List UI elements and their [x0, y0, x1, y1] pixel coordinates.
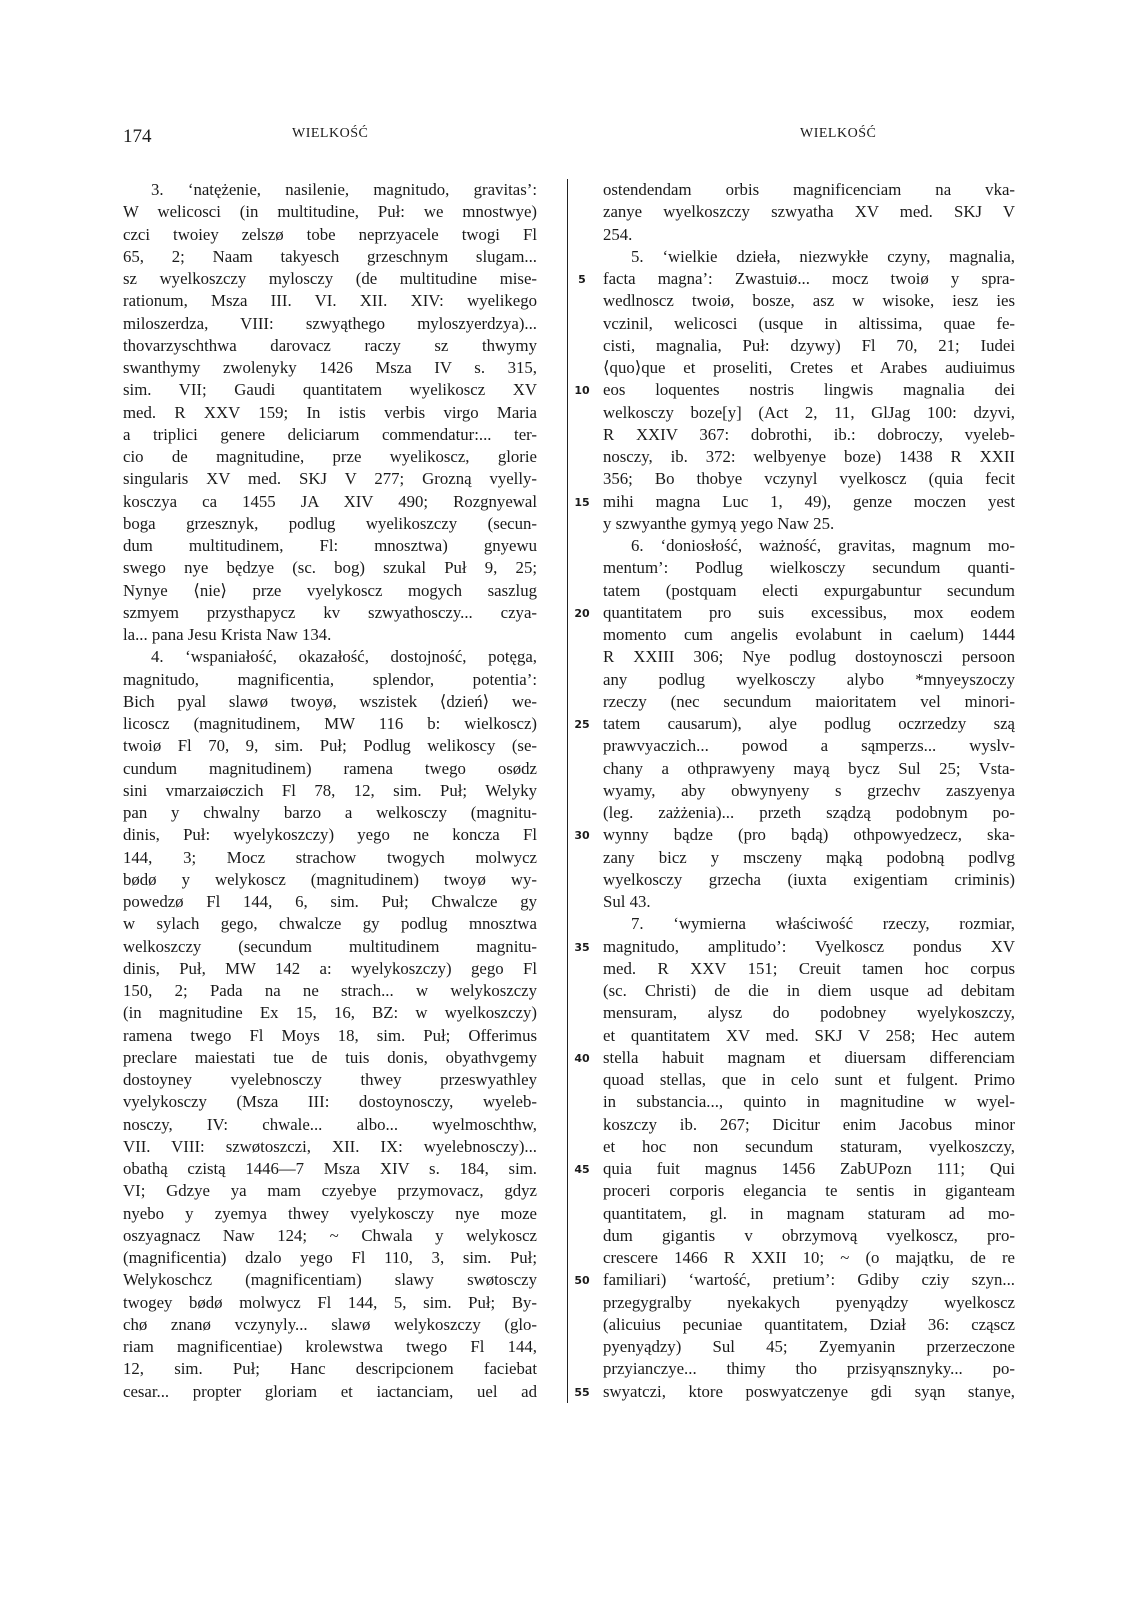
text-line: twoiø Fl 70, 9, sim. Puł; Podlug welikoscy (se-: [123, 736, 537, 756]
text-line: czci twoiey zelszø tobe neprzyacele twogi Fl: [123, 224, 537, 244]
text-line: obathą czistą 1446—7 Msza XIV s. 184, sim.: [123, 1159, 537, 1178]
text-line: tatem causarum), alye podlug oczrzedzy szą: [603, 714, 1015, 733]
text-line: pyenyądzy) Sul 45; Zyemyanin przerzeczone: [603, 1337, 1015, 1356]
text-line: 254.: [603, 224, 633, 244]
text-line: wyelkosczy grzecha (iuxta exigentiam criminis): [603, 869, 1015, 889]
text-line: 3. ‘natężenie, nasilenie, magnitudo, gravitas’:: [151, 180, 537, 199]
text-line: VII. VIII: szwøtoszczi, XII. IX: wyelebnosczy)...: [123, 1136, 537, 1156]
text-line: przyianczye... thimy tho przisyąnsznyky... po-: [603, 1359, 1015, 1379]
line-number: 55: [574, 1385, 590, 1399]
line-number: 40: [574, 1051, 590, 1065]
text-line: rzeczy (nec secundum maioritatem vel minori-: [603, 691, 1015, 711]
line-number: 25: [574, 718, 590, 731]
text-line: swego nye będzye (sc. bog) szukal Puł 9, 25;: [123, 558, 537, 578]
text-line: sini vmarzaiøczich Fl 78, 12, sim. Puł; Welyky: [123, 780, 537, 800]
running-head-left: WIELKOŚĆ: [292, 126, 369, 141]
text-line: kosczya ca 1455 JA XIV 490; Rozgnyewal: [123, 491, 537, 511]
column-divider-rule: [567, 179, 568, 1403]
text-line: (magnificentia) dzalo yego Fl 110, 3, sim. Puł;: [123, 1248, 537, 1267]
line-number: 5: [578, 273, 586, 286]
line-number: 50: [574, 1274, 590, 1288]
text-line: dum gigantis v obrzymovą vyelkoscz, pro-: [603, 1225, 1015, 1245]
text-line: Bich pyal slawø twoyø, wszistek ⟨dzień⟩ we-: [123, 691, 537, 711]
text-line: dinis, Puł: wyelykoszczy) yego ne koncza Fl: [123, 825, 537, 845]
text-line: welkosczy boze[y] (Act 2, 11, GlJag 100: dzyvi,: [603, 402, 1015, 422]
text-line: cesar... propter gloriam et iactanciam, uel ad: [123, 1381, 537, 1401]
text-line: koszczy ib. 267; Dicitur enim Jacobus minor: [603, 1114, 1015, 1134]
text-line: wynny bądze (pro bądą) othpowyedzecz, ska-: [603, 825, 1015, 845]
text-line: chø znanø vczynyly... slawø welykoszczy (glo-: [123, 1314, 537, 1334]
text-line: momento cum angelis evolabunt in caelum) 1444: [603, 625, 1015, 644]
text-line: 5. ‘wielkie dzieła, niezwykłe czyny, magnalia,: [631, 246, 1015, 266]
text-line: szmyem przysthapycz kv szwyathosczy... czya-: [123, 602, 537, 622]
text-line: wyamy, aby obwynyeny s grzechv zaszyenya: [603, 780, 1015, 800]
text-line: nosczy, ib. 372: welbyenye boze) 1438 R XXII: [603, 447, 1015, 466]
text-line: VI; Gdzye ya mam czyebye przymovacz, gdyz: [123, 1181, 537, 1201]
text-line: swyatczi, ktore poswyatczenye gdi syąn stanye,: [603, 1381, 1015, 1401]
text-line: any podlug wyelkosczy alybo *mnyeyszoczy: [603, 669, 1015, 689]
text-line: miloszerdza, VIII: szwyąthego myloszyerdzya)...: [123, 313, 537, 333]
text-line: quoad stellas, que in celo sunt et fulgent. Primo: [603, 1070, 1015, 1089]
text-line: vyelykosczy (Msza III: dostoynosczy, wyeleb-: [123, 1092, 537, 1112]
text-line: prawvyaczich... powod a sąmperzs... wyslv-: [603, 736, 1015, 756]
text-line: crescere 1466 R XXII 10; ~ (o majątku, de re: [603, 1248, 1015, 1267]
right-column: [603, 179, 1015, 1403]
text-line: tatem (postquam electi expurgabuntur secundum: [603, 580, 1015, 600]
text-line: pan y chwalny barzo a welkosczy (magnitu-: [123, 803, 537, 822]
text-line: powedzø Fl 144, 6, sim. Puł; Chwalcze gy: [123, 892, 537, 911]
text-line: licoscz (magnitudinem, MW 116 b: wielkoscz): [123, 714, 537, 733]
text-line: magnitudo, amplitudo’: Vyelkoscz pondus XV: [603, 936, 1015, 956]
text-line: sim. VII; Gaudi quantitatem wyelikoscz XV: [123, 380, 537, 400]
text-line: 144, 3; Mocz strachow twogych molwycz: [123, 847, 537, 867]
text-line: sz wyelkoszczy mylosczy (de multitudine mise-: [123, 269, 537, 288]
text-line: nosczy, IV: chwale... albo... wyelmoschthw,: [123, 1114, 537, 1134]
text-line: la... pana Jesu Krista Naw 134.: [123, 625, 332, 644]
text-line: vczinil, welicosci (usque in altissima, quae fe-: [603, 313, 1015, 333]
text-line: familiari) ‘wartość, pretium’: Gdiby cziy szyn...: [603, 1270, 1015, 1290]
text-line: (sc. Christi) de die in diem usque ad debitam: [603, 981, 1015, 1000]
text-line: 150, 2; Pada na ne strach... w welykoszczy: [123, 981, 537, 1000]
line-number: 35: [574, 940, 590, 954]
text-line: et quantitatem XV med. SKJ V 258; Hec autem: [603, 1025, 1015, 1045]
text-line: y szwyanthe gymyą yego Naw 25.: [603, 513, 835, 533]
text-line: ostendendam orbis magnificenciam na vka-: [603, 180, 1015, 199]
line-number: 20: [574, 606, 590, 620]
text-line: dum multitudinem, Fl: mnosztwa) gnyewu: [123, 536, 537, 555]
text-line: preclare maiestati tue de tuis donis, obyathvgemy: [123, 1047, 537, 1067]
text-line: twogey bødø molwycz Fl 144, 5, sim. Puł; By-: [123, 1292, 537, 1312]
text-line: rationum, Msza III. VI. XII. XIV: wyelikego: [123, 291, 537, 311]
text-line: swanthymy zwolenyky 1426 Msza IV s. 315,: [123, 358, 537, 377]
text-line: riam magnificentiae) krolewstwa twego Fl 144,: [123, 1337, 537, 1356]
text-line: ⟨quo⟩que et proseliti, Cretes et Arabes audiuimus: [603, 358, 1015, 377]
text-line: Nynye ⟨nie⟩ prze vyelykoscz mogych saszlug: [123, 580, 537, 600]
line-number: 10: [574, 384, 590, 398]
text-line: Welykoschcz (magnificentiam) slawy swøtosczy: [123, 1270, 537, 1290]
text-line: bødø y welykoscz (magnitudinem) twoyø wy-: [123, 869, 537, 889]
text-line: R XXIII 306; Nye podlug dostoynosczi persoon: [603, 647, 1015, 667]
text-line: facta magna’: Zwastuiø... mocz twoiø y spra-: [603, 269, 1015, 288]
text-line: 356; Bo thobye vczynyl vyelkoscz (quia fecit: [603, 469, 1015, 489]
text-line: (leg. zażżenia)... przeth sządzą podobnym po-: [603, 803, 1015, 822]
text-line: med. R XXV 159; In istis verbis virgo Maria: [123, 402, 537, 422]
text-line: zany bicz y msczeny mąką podobną podlvg: [603, 847, 1015, 867]
text-line: welkoszczy (secundum multitudinem magnitu-: [123, 936, 537, 956]
text-line: 7. ‘wymierna właściwość rzeczy, rozmiar,: [631, 914, 1015, 934]
text-line: et hoc non secundum staturam, vyelkoszczy,: [603, 1136, 1015, 1156]
text-line: w sylach gego, chwalcze gy podlug mnosztwa: [123, 914, 537, 934]
text-line: med. R XXV 151; Creuit tamen hoc corpus: [603, 958, 1015, 978]
text-line: quantitatem, gl. in magnam staturam ad mo-: [603, 1203, 1015, 1223]
text-line: nyebo y zyemya thwey vyelykosczy nye moze: [123, 1203, 537, 1223]
page-number: 174: [123, 126, 152, 147]
text-line: mihi magna Luc 1, 49), genze moczen yest: [603, 491, 1015, 511]
text-line: Sul 43.: [603, 892, 651, 911]
text-line: R XXIV 367: dobrothi, ib.: dobroczy, vyeleb-: [603, 424, 1015, 444]
line-number: 30: [574, 829, 590, 843]
text-line: wedlnoscz twoiø, bosze, asz w wisoke, iesz ies: [603, 291, 1015, 311]
text-line: 6. ‘doniosłość, ważność, gravitas, magnum mo-: [631, 536, 1015, 555]
text-line: przegygralby nyekakych pyenyądzy wyelkoscz: [603, 1292, 1015, 1312]
text-line: W welicosci (in multitudine, Puł: we mnostwye): [123, 202, 537, 222]
text-line: mentum’: Podlug wielkosczy secundum quanti-: [603, 558, 1015, 578]
text-line: boga grzesznyk, podlug wyelikoszczy (secun-: [123, 513, 537, 533]
text-line: quia fuit magnus 1456 ZabUPozn 111; Qui: [603, 1159, 1015, 1178]
text-line: oszyagnacz Naw 124; ~ Chwala y welykoscz: [123, 1225, 537, 1245]
text-line: cisti, magnalia, Puł: dzywy) Fl 70, 21; Iudei: [603, 335, 1015, 355]
text-line: eos loquentes nostris lingwis magnalia dei: [603, 380, 1015, 400]
text-line: zanye wyelkoszczy szwyatha XV med. SKJ V: [603, 202, 1015, 222]
line-number: 45: [574, 1163, 590, 1176]
text-line: dinis, Puł, MW 142 a: wyelykoszczy) gego Fl: [123, 958, 537, 978]
text-line: mensuram, alysz do podobney wyelykoszczy,: [603, 1003, 1015, 1023]
text-line: ramena twego Fl Moys 18, sim. Puł; Offerimus: [123, 1025, 537, 1045]
text-line: singularis XV med. SKJ V 277; Grozną vyelly-: [123, 469, 537, 489]
left-column: [123, 179, 537, 1403]
text-line: quantitatem pro suis excessibus, mox eodem: [603, 602, 1015, 622]
text-line: (alicuius pecuniae quantitatem, Dział 36: cząscz: [603, 1314, 1015, 1334]
text-line: proceri corporis elegancia te sentis in giganteam: [603, 1181, 1015, 1201]
line-number: 15: [574, 495, 590, 509]
text-line: 65, 2; Naam takyesch grzeschnym slugam...: [123, 246, 537, 266]
text-line: cio de magnitudine, prze wyelikoscz, glorie: [123, 447, 537, 466]
running-head-right: WIELKOŚĆ: [800, 126, 877, 141]
text-line: (in magnitudine Ex 15, 16, BZ: w wyelkoszczy): [123, 1003, 537, 1023]
text-line: thovarzyschthwa darovacz raczy sz thwymy: [123, 335, 537, 355]
text-line: a triplici genere deliciarum commendatur:... ter-: [123, 424, 537, 444]
text-line: stella habuit magnam et diuersam differenciam: [603, 1047, 1015, 1067]
text-line: 12, sim. Puł; Hanc descripcionem faciebat: [123, 1359, 537, 1379]
text-line: chany a othprawyeny mayą bycz Sul 25; Vsta-: [603, 758, 1015, 778]
text-line: in substancia..., quinto in magnitudine w wyel-: [603, 1092, 1015, 1112]
text-line: dostoyney vyelebnosczy thwey przeswyathley: [123, 1070, 537, 1089]
text-line: cundum magnitudinem) ramena twego osødz: [123, 758, 537, 778]
text-line: 4. ‘wspaniałość, okazałość, dostojność, potęga,: [151, 647, 537, 667]
text-line: magnitudo, magnificentia, splendor, potentia’:: [123, 669, 537, 689]
